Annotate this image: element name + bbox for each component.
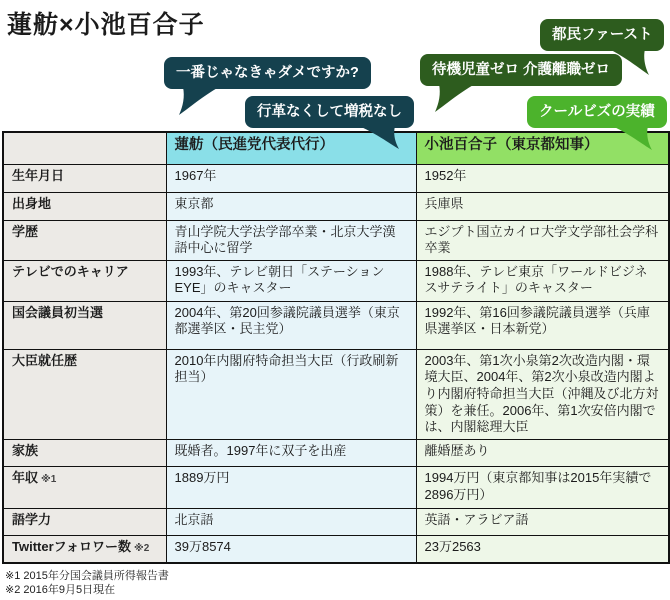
table-row	[3, 260, 669, 301]
renho-cell: 既婚者。1997年に双子を出産	[166, 439, 416, 466]
footnotes	[5, 569, 169, 597]
row-label: 出身地	[3, 192, 166, 220]
koike-cell: 兵庫県	[416, 192, 669, 220]
table-row	[3, 192, 669, 220]
table-header-row	[3, 132, 669, 164]
speech-bubble-text: 一番じゃなきゃダメですか?	[176, 65, 359, 81]
renho-cell: 2010年内閣府特命担当大臣（行政刷新担当）	[166, 349, 416, 439]
renho-cell: 青山学院大学法学部卒業・北京大学漢語中心に留学	[166, 220, 416, 260]
footnote-marker: ※1	[41, 473, 57, 485]
speech-bubble-tail-icon	[359, 126, 399, 149]
speech-bubble-tail-icon	[435, 84, 475, 112]
header-renho: 蓮舫（民進党代表代行）	[166, 132, 416, 164]
koike-cell: 1952年	[416, 164, 669, 192]
row-label: 生年月日	[3, 164, 166, 192]
speech-bubble-renho-2	[245, 96, 414, 128]
footnote-2: ※2 2016年9月5日現在	[5, 584, 116, 596]
renho-cell: 北京語	[166, 508, 416, 535]
row-label: 国会議員初当選	[3, 301, 166, 349]
speech-bubble-tail-icon	[612, 126, 652, 150]
table-row	[3, 535, 669, 563]
table-row	[3, 349, 669, 439]
koike-cell: 英語・アラビア語	[416, 508, 669, 535]
renho-cell: 1967年	[166, 164, 416, 192]
table-row	[3, 508, 669, 535]
header-empty-cell	[3, 132, 166, 164]
speech-bubble-koike-3	[527, 96, 667, 128]
table-row	[3, 220, 669, 260]
koike-cell: エジプト国立カイロ大学文学部社会学科卒業	[416, 220, 669, 260]
speech-bubble-text: クールビズの実績	[539, 104, 655, 120]
row-label: 大臣就任歴	[3, 349, 166, 439]
renho-cell: 39万8574	[166, 535, 416, 563]
speech-bubble-tail-icon	[179, 87, 219, 115]
speech-bubble-text: 待機児童ゼロ 介護離職ゼロ	[432, 62, 611, 78]
header-koike: 小池百合子（東京都知事）	[416, 132, 669, 164]
koike-cell: 1994万円（東京都知事は2015年実績で2896万円）	[416, 466, 669, 508]
speech-bubble-koike-1	[540, 19, 664, 51]
koike-cell: 23万2563	[416, 535, 669, 563]
footnote-1: ※1 2015年分国会議員所得報告書	[5, 570, 169, 582]
table-row	[3, 301, 669, 349]
renho-cell: 2004年、第20回参議院議員選挙（東京都選挙区・民主党）	[166, 301, 416, 349]
row-label: テレビでのキャリア	[3, 260, 166, 301]
koike-cell: 1988年、テレビ東京「ワールドビジネスサテライト」のキャスター	[416, 260, 669, 301]
koike-cell: 2003年、第1次小泉第2次改造内閣・環境大臣、2004年、第2次小泉改造内閣より内閣府特命担当大臣（沖縄及び北方対策）を兼任。2006年、第1次安倍内閣では、内閣総理大臣	[416, 349, 669, 439]
table-row	[3, 439, 669, 466]
koike-cell: 1992年、第16回参議院議員選挙（兵庫県選挙区・日本新党）	[416, 301, 669, 349]
row-label: Twitterフォロワー数 ※2	[3, 535, 166, 563]
speech-bubble-renho-1	[164, 57, 371, 89]
footnote-marker: ※2	[134, 542, 150, 554]
row-label: 家族	[3, 439, 166, 466]
speech-bubble-text: 行革なくして増税なし	[257, 104, 402, 120]
speech-bubble-text: 都民ファースト	[552, 27, 653, 43]
speech-bubble-koike-2	[420, 54, 622, 86]
renho-cell: 1993年、テレビ朝日「ステーションEYE」のキャスター	[166, 260, 416, 301]
comparison-table	[2, 131, 670, 564]
koike-cell: 離婚歴あり	[416, 439, 669, 466]
row-label: 年収 ※1	[3, 466, 166, 508]
renho-cell: 東京都	[166, 192, 416, 220]
page-title: 蓮舫×小池百合子	[7, 11, 205, 39]
row-label: 学歴	[3, 220, 166, 260]
row-label: 語学力	[3, 508, 166, 535]
table-row	[3, 466, 669, 508]
renho-cell: 1889万円	[166, 466, 416, 508]
table-row	[3, 164, 669, 192]
